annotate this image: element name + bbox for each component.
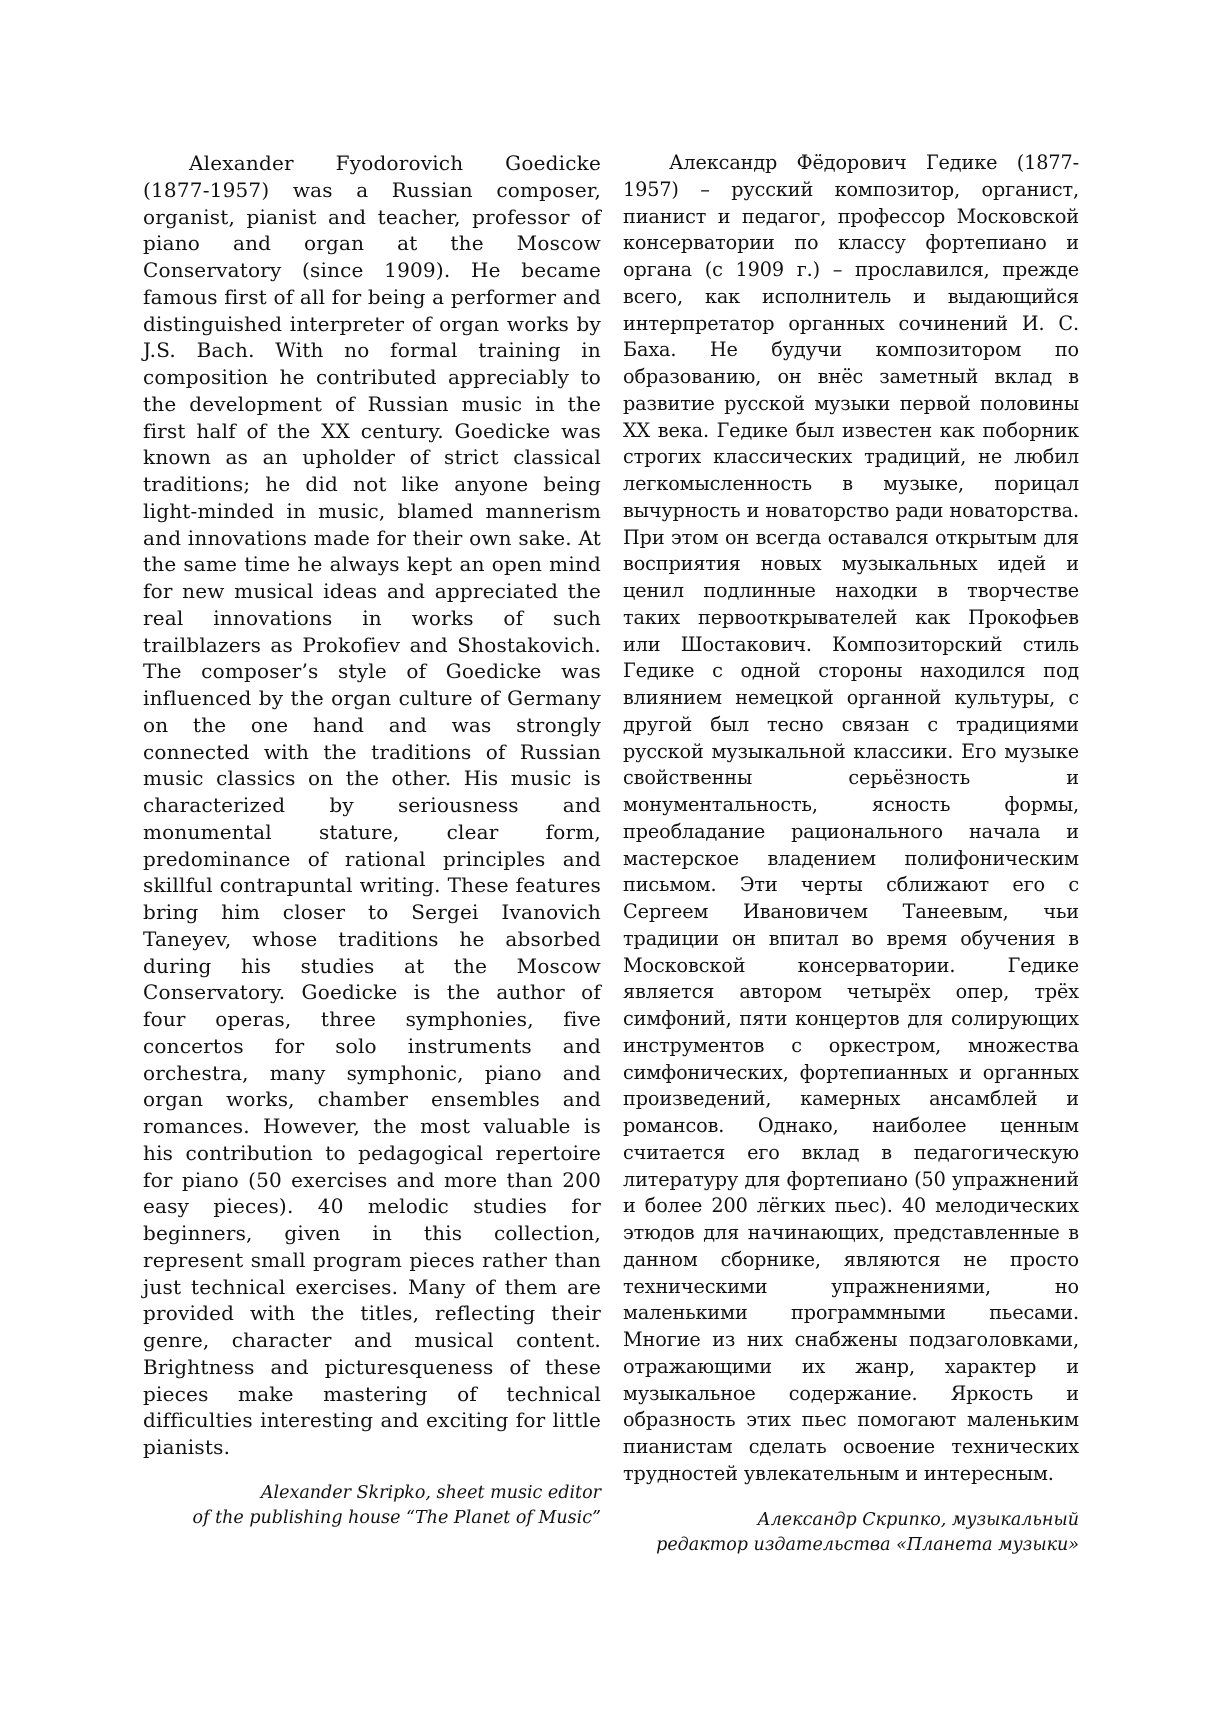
english-signature <box>143 1481 601 1531</box>
russian-signature-line-1: Александр Скрипко, музыкальный <box>757 1509 1079 1530</box>
english-paragraph: Alexander Fyodorovich Goedicke (1877-1957) was a Russian composer, organist, pianist and teacher, professor of piano and organ at the Moscow Conservatory (since 1909). He became famous first of all for being a performer and distinguished interpreter of organ works by J.S. Bach. With no formal training in composition he contributed appreciably to the development of Russian music in the first half of the XX century. Goedicke was known as an upholder of strict classical traditions; he did not like anyone being light-minded in music, blamed mannerism and innovations made for their own sake. At the same time he always kept an open mind for new musical ideas and appreciated the real innovations in works of such trailblazers as Prokofiev and Shostakovich. The composer’s style of Goedicke was influenced by the organ culture of Germany on the one hand and was strongly connected with the traditions of Russian music classics on the other. His music is characterized by seriousness and monumental stature, clear form, predominance of rational principles and skillful contrapuntal writing. These features bring him closer to Sergei Ivanovich Taneyev, whose traditions he absorbed during his studies at the Moscow Conservatory. Goedicke is the author of four operas, three symphonies, five concertos for solo instruments and orchestra, many symphonic, piano and organ works, chamber ensembles and romances. However, the most valuable is his contribution to pedagogical repertoire for piano (50 exercises and more than 200 easy pieces). 40 melodic studies for beginners, given in this collection, represent small program pieces rather than just technical exercises. Many of them are provided with the titles, reflecting their genre, character and musical content. Brightness and picturesqueness of these pieces make mastering of technical difficulties interesting and exciting for little pianists. <box>143 151 601 1459</box>
russian-signature <box>623 1508 1079 1558</box>
russian-paragraph: Александр Фёдорович Гедике (1877-1957) – русский композитор, органист, пианист и педагог, профессор Московской консерватории по классу фортепиано и органа (с 1909 г.) – прославился, прежде всего, как исполнитель и выдающийся интерпретатор органных сочинений И. С. Баха. Не будучи композитором по образованию, он внёс заметный вклад в развитие русской музыки первой половины XX века. Гедике был известен как поборник строгих классических традиций, не любил легкомысленность в музыке, порицал вычурность и новаторство ради новаторства. При этом он всегда оставался открытым для восприятия новых музыкальных идей и ценил подлинные находки в творчестве таких первооткрывателей как Прокофьев или Шостакович. Композиторский стиль Гедике с одной стороны находился под влиянием немецкой органной культуры, с другой был тесно связан с традициями русской музыкальной классики. Его музыке свойственны серьёзность и монументальность, ясность формы, преобладание рационального начала и мастерское владением полифоническим письмом. Эти черты сближают его с Сергеем Ивановичем Танеевым, чьи традиции он впитал во время обучения в Московской консерватории. Гедике является автором четырёх опер, трёх симфоний, пяти концертов для солирующих инструментов с оркестром, множества симфонических, фортепианных и органных произведений, камерных ансамблей и романсов. Однако, наиболее ценным считается его вклад в педагогическую литературу для фортепиано (50 упражнений и более 200 лёгких пьес). 40 мелодических этюдов для начинающих, представленные в данном сборнике, являются не просто техническими упражнениями, но маленькими программными пьесами. Многие из них снабжены подзаголовками, отражающими их жанр, характер и музыкальное содержание. Яркость и образность этих пьес помогают маленьким пианистам сделать освоение технических трудностей увлекательным и интересным. <box>623 151 1079 1485</box>
russian-column <box>623 150 1079 1558</box>
english-signature-line-2: of the publishing house “The Planet of Music” <box>192 1507 601 1528</box>
english-column <box>143 150 601 1531</box>
russian-signature-line-2: редактор издательства «Планета музыки» <box>656 1534 1079 1555</box>
english-signature-line-1: Alexander Skripko, sheet music editor <box>260 1482 601 1503</box>
